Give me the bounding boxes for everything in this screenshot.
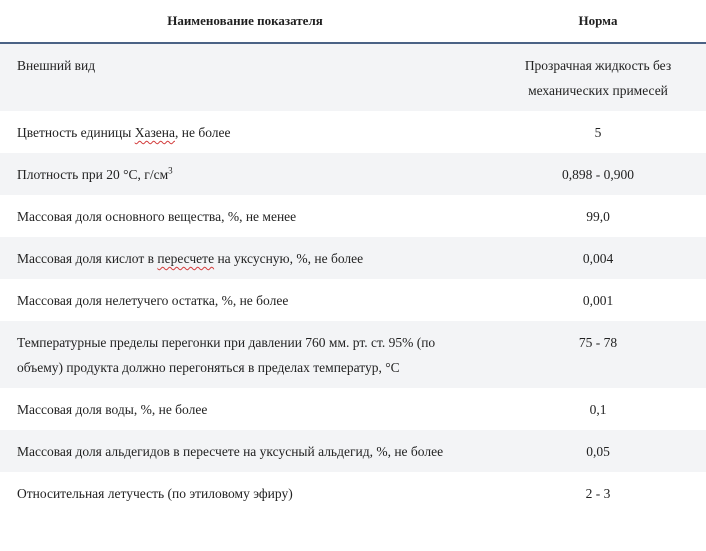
indicator-norm: 0,001 <box>490 279 706 321</box>
table-row <box>0 321 706 388</box>
table-body <box>0 43 706 514</box>
indicator-name <box>0 111 490 153</box>
indicator-norm: 5 <box>490 111 706 153</box>
indicator-name-part: Цветность единицы <box>17 125 135 140</box>
indicator-name-part: , не более <box>175 125 231 140</box>
indicator-norm: 0,898 - 0,900 <box>490 153 706 195</box>
misspelled-word: пересчете <box>157 251 215 266</box>
unit-superscript: 3 <box>168 165 173 176</box>
table-row <box>0 195 706 237</box>
indicator-norm: 99,0 <box>490 195 706 237</box>
indicator-name <box>0 237 490 279</box>
indicator-norm: 0,1 <box>490 388 706 430</box>
table-row <box>0 279 706 321</box>
column-header-indicator: Наименование показателя <box>0 0 490 43</box>
misspelled-word: Хазена <box>134 125 175 140</box>
table-header <box>0 0 706 43</box>
indicator-name-part: на уксусную, %, не более <box>214 251 364 266</box>
indicator-norm: 0,05 <box>490 430 706 472</box>
indicator-name <box>0 153 490 195</box>
indicator-name-part: Плотность при 20 °С, г/см <box>17 167 169 182</box>
indicator-name: Массовая доля воды, %, не более <box>0 388 490 430</box>
table-row <box>0 43 706 111</box>
table-row <box>0 237 706 279</box>
indicator-norm: 2 - 3 <box>490 472 706 514</box>
table-row <box>0 430 706 472</box>
indicator-name: Массовая доля нелетучего остатка, %, не более <box>0 279 490 321</box>
indicator-name-part: Массовая доля кислот в <box>17 251 158 266</box>
indicator-name: Массовая доля основного вещества, %, не менее <box>0 195 490 237</box>
indicator-name: Температурные пределы перегонки при давлении 760 мм. рт. ст. 95% (по объему) продукта должно перегоняться в пределах температур, °С <box>0 321 490 388</box>
indicator-norm: 0,004 <box>490 237 706 279</box>
table-row <box>0 472 706 514</box>
indicator-name: Массовая доля альдегидов в пересчете на уксусный альдегид, %, не более <box>0 430 490 472</box>
column-header-norm: Норма <box>490 0 706 43</box>
indicator-name: Относительная летучесть (по этиловому эфиру) <box>0 472 490 514</box>
header-row <box>0 0 706 43</box>
indicator-norm: 75 - 78 <box>490 321 706 388</box>
indicator-name: Внешний вид <box>0 43 490 111</box>
table-row <box>0 111 706 153</box>
table-row <box>0 388 706 430</box>
indicator-norm: Прозрачная жидкость без механических примесей <box>490 43 706 111</box>
table-row <box>0 153 706 195</box>
